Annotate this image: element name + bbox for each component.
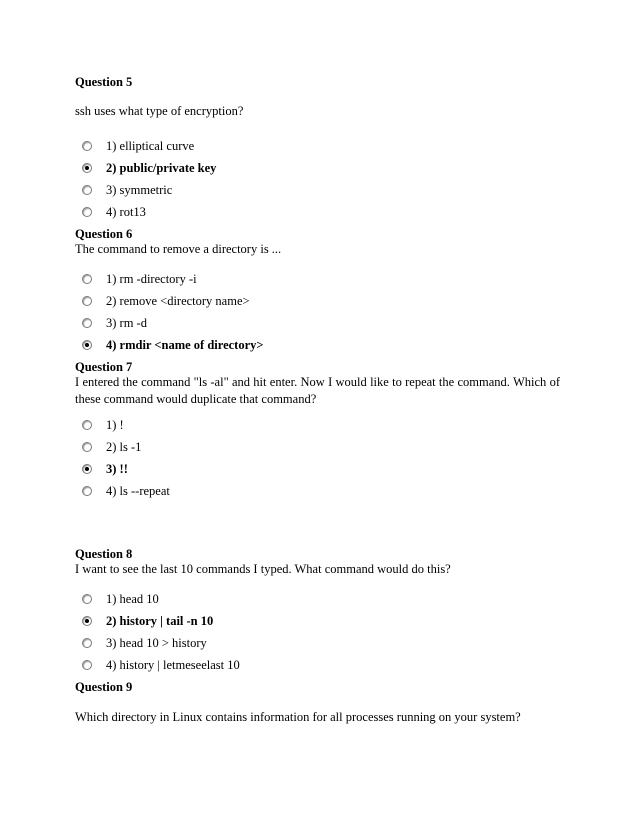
option-label: 2) remove <directory name> bbox=[106, 293, 250, 308]
option-label: 3) rm -d bbox=[106, 315, 147, 330]
question-7-heading: Question 7 bbox=[75, 360, 133, 374]
question-5-option-3[interactable] bbox=[82, 182, 172, 198]
question-8-option-4[interactable] bbox=[82, 657, 240, 673]
question-5-option-1[interactable] bbox=[82, 138, 194, 154]
radio-unselected-icon[interactable] bbox=[82, 638, 92, 648]
radio-unselected-icon[interactable] bbox=[82, 594, 92, 604]
question-7-option-3[interactable] bbox=[82, 461, 128, 477]
option-label: 1) elliptical curve bbox=[106, 138, 195, 153]
question-7-text: I entered the command "ls -al" and hit enter. Now I would like to repeat the command. Which of these command would duplicate that command? bbox=[75, 375, 560, 406]
question-5-option-2[interactable] bbox=[82, 160, 216, 176]
option-label: 1) rm -directory -i bbox=[106, 271, 197, 286]
radio-unselected-icon[interactable] bbox=[82, 318, 92, 328]
option-label: 2) ls -1 bbox=[106, 439, 142, 454]
radio-selected-icon[interactable] bbox=[82, 340, 92, 350]
radio-unselected-icon[interactable] bbox=[82, 442, 92, 452]
question-8-option-1[interactable] bbox=[82, 591, 159, 607]
option-label: 1) head 10 bbox=[106, 591, 159, 606]
question-6-heading: Question 6 bbox=[75, 227, 133, 241]
radio-unselected-icon[interactable] bbox=[82, 274, 92, 284]
question-8-heading: Question 8 bbox=[75, 547, 133, 561]
option-label: 3) symmetric bbox=[106, 182, 173, 197]
question-7-option-1[interactable] bbox=[82, 417, 124, 433]
option-label: 4) history | letmeseelast 10 bbox=[106, 657, 240, 672]
question-7-option-2[interactable] bbox=[82, 439, 141, 455]
question-9-text: Which directory in Linux contains information for all processes running on your system? bbox=[75, 710, 521, 724]
radio-unselected-icon[interactable] bbox=[82, 141, 92, 151]
option-label: 4) ls --repeat bbox=[106, 483, 170, 498]
radio-unselected-icon[interactable] bbox=[82, 296, 92, 306]
radio-selected-icon[interactable] bbox=[82, 464, 92, 474]
option-label: 3) head 10 > history bbox=[106, 635, 207, 650]
radio-unselected-icon[interactable] bbox=[82, 207, 92, 217]
question-8-option-2[interactable] bbox=[82, 613, 213, 629]
question-5-option-4[interactable] bbox=[82, 204, 146, 220]
question-9-heading: Question 9 bbox=[75, 680, 133, 694]
option-label: 2) history | tail -n 10 bbox=[106, 613, 214, 628]
question-7-option-4[interactable] bbox=[82, 483, 170, 499]
question-5-text: ssh uses what type of encryption? bbox=[75, 104, 244, 118]
radio-unselected-icon[interactable] bbox=[82, 660, 92, 670]
question-5-heading: Question 5 bbox=[75, 75, 133, 89]
question-6-text: The command to remove a directory is ... bbox=[75, 242, 282, 256]
radio-unselected-icon[interactable] bbox=[82, 486, 92, 496]
question-6-option-3[interactable] bbox=[82, 315, 147, 331]
option-label: 4) rmdir <name of directory> bbox=[106, 337, 264, 352]
option-label: 4) rot13 bbox=[106, 204, 146, 219]
question-8-text: I want to see the last 10 commands I typed. What command would do this? bbox=[75, 562, 451, 576]
radio-selected-icon[interactable] bbox=[82, 616, 92, 626]
radio-unselected-icon[interactable] bbox=[82, 420, 92, 430]
option-label: 2) public/private key bbox=[106, 160, 217, 175]
question-8-option-3[interactable] bbox=[82, 635, 207, 651]
option-label: 1) ! bbox=[106, 417, 124, 432]
radio-unselected-icon[interactable] bbox=[82, 185, 92, 195]
radio-selected-icon[interactable] bbox=[82, 163, 92, 173]
question-6-option-4[interactable] bbox=[82, 337, 264, 353]
question-6-option-2[interactable] bbox=[82, 293, 250, 309]
option-label: 3) !! bbox=[106, 461, 128, 476]
question-6-option-1[interactable] bbox=[82, 271, 197, 287]
